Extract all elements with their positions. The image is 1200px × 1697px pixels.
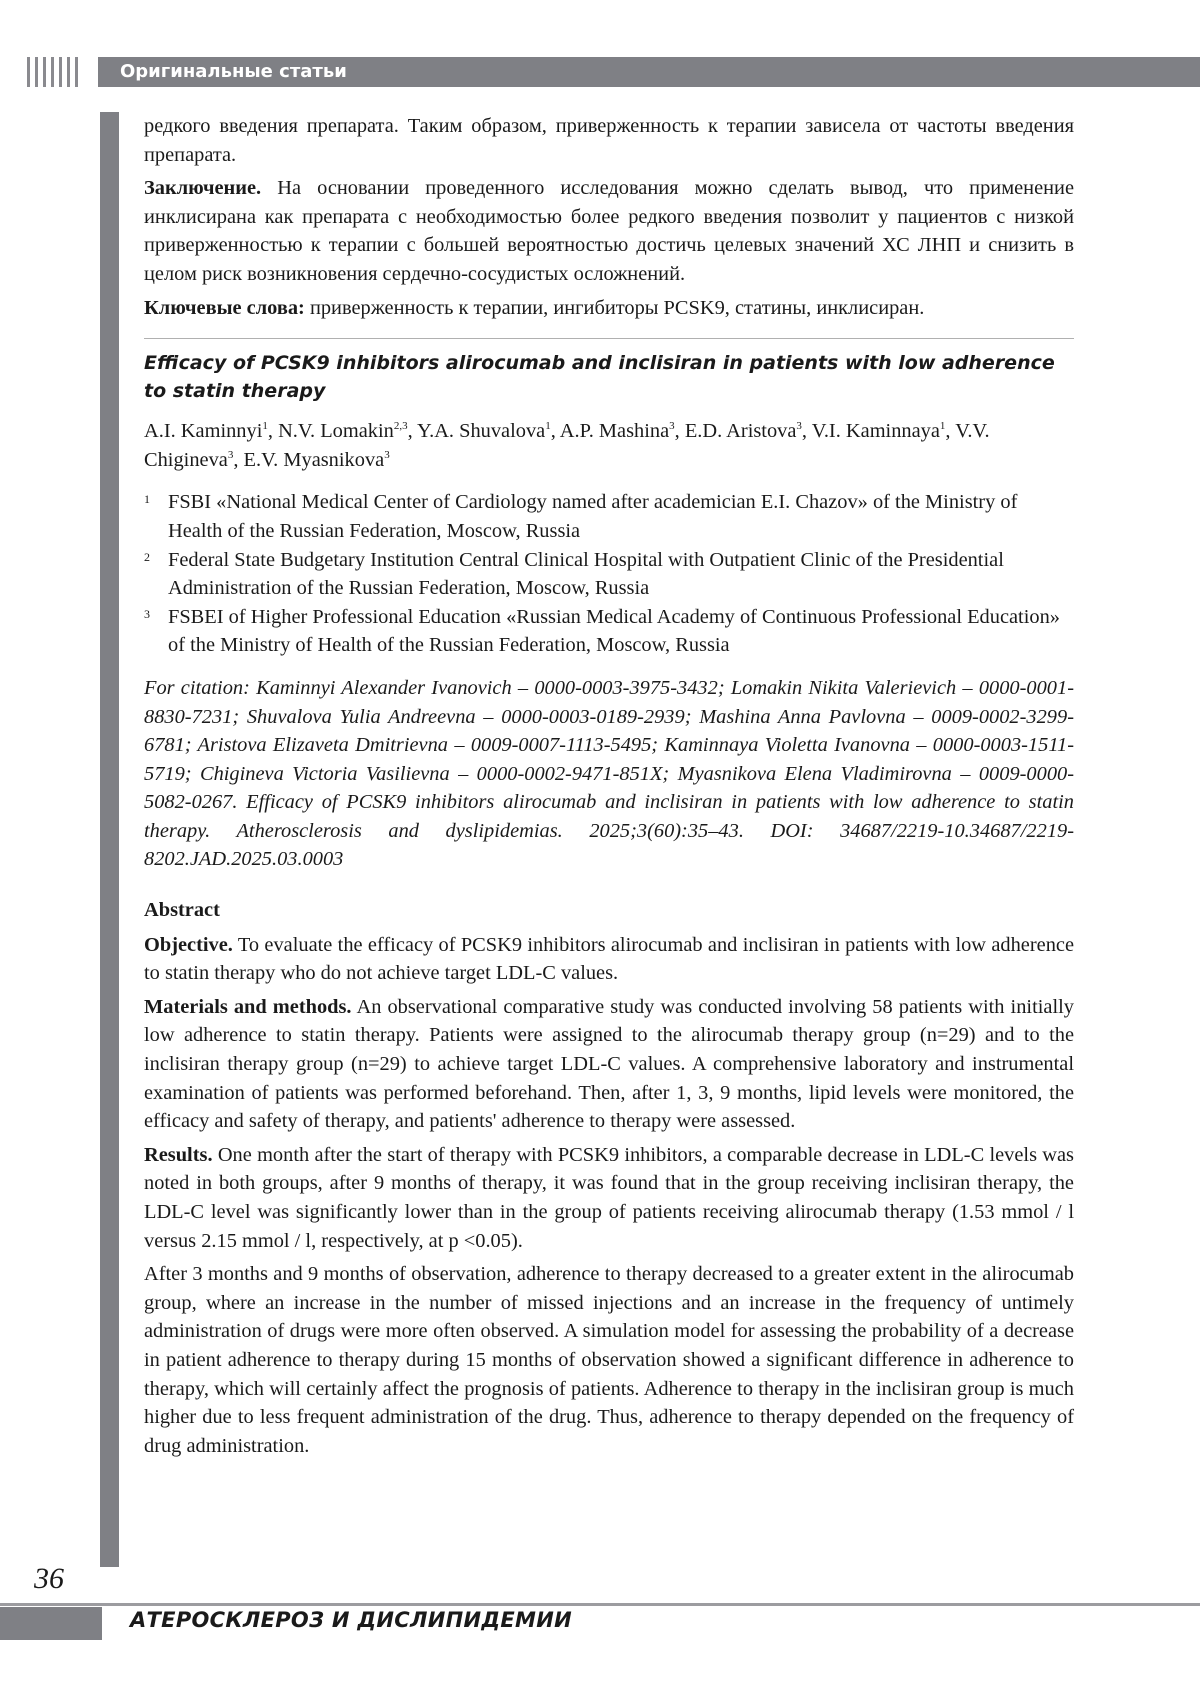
ru-keywords xyxy=(144,294,1074,323)
footer-block-decoration xyxy=(0,1607,102,1640)
author-separator: , xyxy=(233,449,243,471)
author-affiliation-ref: 3 xyxy=(669,420,675,432)
author-separator: , xyxy=(551,420,560,442)
page-number: 36 xyxy=(34,1562,64,1596)
author-affiliation-ref: 3 xyxy=(796,420,802,432)
abstract-results-continued: After 3 months and 9 months of observation, adherence to therapy decreased to a greater extent in the alirocumab group, where an increase in the number of missed injections and an increase in the frequency of untimely administration of drugs were more often observed. A simulation model for assessing the probability of a decrease in patient adherence to therapy during 15 months of observation showed a significant difference in adherence to therapy, which will certainly affect the prognosis of patients. Adherence to therapy in the inclisiran group is much higher due to less frequent administration of the drug. Thus, adherence to therapy depended on the frequency of drug administration. xyxy=(144,1260,1074,1460)
abstract-results xyxy=(144,1141,1074,1255)
affiliation-number: 1 xyxy=(144,488,168,545)
article-title: Efficacy of PCSK9 inhibitors alirocumab and inclisiran in patients with low adherence to statin therapy xyxy=(144,349,1074,405)
author-name: A.P. Mashina xyxy=(560,420,669,442)
divider xyxy=(144,338,1074,339)
author-affiliation-ref: 2,3 xyxy=(394,420,408,432)
ru-conclusion-label: Заключение. xyxy=(144,177,261,199)
header-stripes-decoration xyxy=(27,57,78,87)
author-separator: , xyxy=(802,420,812,442)
author-separator: , xyxy=(408,420,417,442)
methods-text: An observational comparative study was conducted involving 58 patients with initially low adherence to statin therapy. Patients were assigned to the alirocumab therapy group (n=29) and to the inclisiran therapy group (n=29) to achieve target LDL-C values. A comprehensive laboratory and instrumental examination of patients was performed beforehand. Then, after 1, 3, 9 months, lipid levels were monitored, the efficacy and safety of therapy, and patients' adherence to therapy were assessed. xyxy=(144,996,1074,1132)
author-affiliation-ref: 3 xyxy=(384,449,390,461)
ru-conclusion xyxy=(144,174,1074,288)
author-name: V.V. Chigineva xyxy=(144,420,990,471)
abstract-heading: Abstract xyxy=(144,896,1074,925)
author xyxy=(560,420,685,442)
footer-rule xyxy=(0,1603,1200,1606)
side-bar-decoration xyxy=(100,112,119,1567)
author xyxy=(812,420,956,442)
author-name: V.I. Kaminnaya xyxy=(812,420,940,442)
affiliations xyxy=(144,488,1074,660)
author xyxy=(685,420,812,442)
affiliation-text: FSBEI of Higher Professional Education «Russian Medical Academy of Continuous Professional Education» of the Ministry of Health of the Russian Federation, Moscow, Russia xyxy=(168,603,1074,660)
results-text: One month after the start of therapy with PCSK9 inhibitors, a comparable decrease in LDL-C levels was noted in both groups, after 9 months of therapy, it was found that in the group receiving inclisiran therapy, the LDL-C level was significantly lower than in the group of patients receiving alirocumab therapy (1.53 mmol / l versus 2.15 mmol / l, respectively, at p <0.05). xyxy=(144,1144,1074,1252)
affiliation xyxy=(144,546,1074,603)
affiliation xyxy=(144,603,1074,660)
author-affiliation-ref: 1 xyxy=(262,420,268,432)
ru-keywords-label: Ключевые слова: xyxy=(144,297,305,319)
journal-name: АТЕРОСКЛЕРОЗ И ДИСЛИПИДЕМИИ xyxy=(130,1608,572,1632)
author-separator: , xyxy=(675,420,685,442)
section-header: Оригинальные статьи xyxy=(98,57,1200,87)
ru-keywords-text: приверженность к терапии, ингибиторы PCSK9, статины, инклисиран. xyxy=(305,297,925,319)
author-name: A.I. Kaminnyi xyxy=(144,420,262,442)
affiliation xyxy=(144,488,1074,545)
affiliation-number: 2 xyxy=(144,546,168,603)
ru-conclusion-text: На основании проведенного исследования можно сделать вывод, что применение инклисирана как препарата с необходимостью более редкого введения позволит у пациентов с низкой приверженностью к терапии с большей вероятностью достичь целевых значений ХС ЛНП и снизить в целом риск возникновения сердечно-сосудистых осложнений. xyxy=(144,177,1074,285)
objective-text: To evaluate the efficacy of PCSK9 inhibitors alirocumab and inclisiran in patients with low adherence to statin therapy who do not achieve target LDL-C values. xyxy=(144,934,1074,985)
author-affiliation-ref: 1 xyxy=(940,420,946,432)
author-affiliation-ref: 1 xyxy=(545,420,551,432)
author xyxy=(144,420,278,442)
author-name: E.V. Myasnikova xyxy=(244,449,385,471)
page-content xyxy=(144,112,1074,1465)
results-label: Results. xyxy=(144,1144,213,1166)
methods-label: Materials and methods. xyxy=(144,996,352,1018)
author-list xyxy=(144,417,1074,474)
ru-continuation: редкого введения препарата. Таким образом, приверженность к терапии зависела от частоты введения препарата. xyxy=(144,112,1074,169)
affiliation-number: 3 xyxy=(144,603,168,660)
author xyxy=(244,449,390,471)
abstract-methods xyxy=(144,993,1074,1136)
author-separator: , xyxy=(945,420,955,442)
author xyxy=(278,420,417,442)
author xyxy=(417,420,560,442)
author-name: N.V. Lomakin xyxy=(278,420,394,442)
author-separator: , xyxy=(268,420,278,442)
citation: For citation: Kaminnyi Alexander Ivanovich – 0000-0003-3975-3432; Lomakin Nikita Valerievich – 0000-0001-8830-7231; Shuvalova Yulia Andreevna – 0000-0003-0189-2939; Mashina Anna Pavlovna – 0009-0002-3299-6781; Aristova Elizaveta Dmitrievna – 0009-0007-1113-5495; Kaminnaya Violetta Ivanovna – 0000-0003-1511-5719; Chigineva Victoria Vasilievna – 0000-0002-9471-851X; Myasnikova Elena Vladimirovna – 0009-0000-5082-0267. Efficacy of PCSK9 inhibitors alirocumab and inclisiran in patients with low adherence to statin therapy. Atherosclerosis and dyslipidemias. 2025;3(60):35–43. DOI: 34687/2219-10.34687/2219-8202.JAD.2025.03.0003 xyxy=(144,674,1074,874)
affiliation-text: FSBI «National Medical Center of Cardiology named after academician E.I. Chazov» of the Ministry of Health of the Russian Federation, Moscow, Russia xyxy=(168,488,1074,545)
affiliation-text: Federal State Budgetary Institution Central Clinical Hospital with Outpatient Clinic of the Presidential Administration of the Russian Federation, Moscow, Russia xyxy=(168,546,1074,603)
author-name: Y.A. Shuvalova xyxy=(417,420,545,442)
abstract-objective xyxy=(144,931,1074,988)
objective-label: Objective. xyxy=(144,934,233,956)
author-name: E.D. Aristova xyxy=(685,420,797,442)
author-affiliation-ref: 3 xyxy=(228,449,234,461)
